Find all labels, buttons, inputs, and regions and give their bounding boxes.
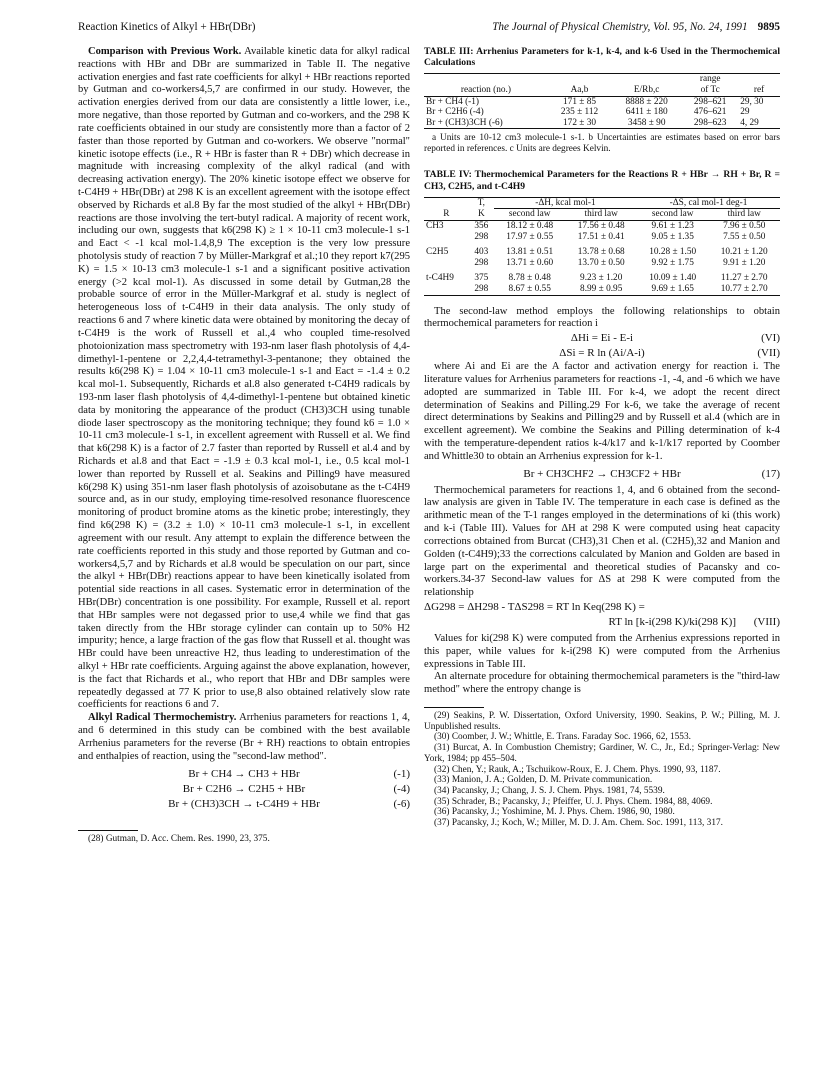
section-heading-thermochemistry: Alkyl Radical Thermochemistry. <box>88 712 237 724</box>
equation-number: (-1) <box>393 767 410 780</box>
table-3-col-ref: ref <box>738 85 780 96</box>
reference-33: (33) Manion, J. A.; Golden, D. M. Private communication. <box>434 775 653 786</box>
values-paragraph: Values for ki(298 K) were computed from the Arrhenius expressions reported in this paper, while values for k-i(298 K) were computed from the Arrhenius expressions in Table III. <box>424 632 780 670</box>
equation-text: ΔG298 = ΔH298 - TΔS298 = RT ln Keq(298 K) = <box>424 600 645 613</box>
table-cell: 6411 ± 180 <box>625 107 668 118</box>
third-law-paragraph: An alternate procedure for obtaining thermochemical parameters is the "third-law method" where the entropy change is <box>424 671 780 696</box>
right-column <box>424 46 780 829</box>
equation-text: RT ln [k-i(298 K)/ki(298 K)] <box>608 615 736 628</box>
table-cell: 10.21 ± 1.20 <box>720 247 768 258</box>
table-row <box>424 107 780 118</box>
equation-VII <box>424 346 780 361</box>
table-cell: 29, 30 <box>740 96 764 107</box>
table-cell: 8.67 ± 0.55 <box>494 284 566 295</box>
table-cell: Br + (CH3)3CH (-6) <box>424 118 548 129</box>
table-cell: 356 <box>474 220 489 231</box>
equation-number: (17) <box>761 467 780 480</box>
table-cell: 10.28 ± 1.50 <box>649 247 697 258</box>
thermo-body: Arrhenius parameters for reactions 1, 4, and 6 determined in this study can be combined with the best available Arrhenius parameters for the reverse (Br + RH) reactions to obtain entropies and enthalpies of reaction, using the "second-law method". <box>78 712 410 762</box>
table-cell: 3458 ± 90 <box>611 118 682 129</box>
table-cell: 13.78 ± 0.68 <box>577 247 625 258</box>
equation-text: Br + CH3CHF2 → CH3CF2 + HBr <box>523 467 681 480</box>
table-row <box>424 273 780 284</box>
table-cell: 9.91 ± 1.20 <box>723 257 766 268</box>
page-number: 9895 <box>757 21 780 33</box>
equation-text: ΔSi = R ln (Ai/A-i) <box>559 347 645 360</box>
table-4-header-dS-third: third law <box>708 209 780 221</box>
table-3 <box>424 73 780 129</box>
table-3-col-range: of Tc <box>682 85 738 96</box>
table-cell: 8.99 ± 0.95 <box>565 284 637 295</box>
table-row <box>424 258 780 269</box>
table-3-footnote: a Units are 10-12 cm3 molecule-1 s-1. b Uncertainties are estimates based on error bars reported in references. c Units are degrees Kelvin. <box>424 133 780 155</box>
comparison-body: Available kinetic data for alkyl radical reactions with HBr and DBr are summarized in Table II. The negative activation energies and fast rate coefficients for alkyl + HBr reactions reported by Gutman and co-workers4,5,7 are confirmed in our study. However, the activation energies derived from our data are consistently a little lower, i.e., more negative, than those reported by Gutman and co-workers, and the 298 K rate coefficients obtained in our study are consistently more than a factor of 2 faster than those reported by Gutman and co-workers. We observe "normal" kinetic isotope effects (i.e., R + HBr is faster than R + DBr) which decrease in magnitude with increasing complexity of the alkyl radical (and with decreasing activation energy). The 20% kinetic isotope effect we observe for t-C4H9 + HBr(DBr) at 298 K is an excellent agreement with the isotope effect observed by Richards et al.8 By far the most studied of the alkyl + HBr(DBr) reactions are those involving the tert-butyl radical. A majority of recent work, including our own, suggests that k6(298 K) ≥ 1 × 10-11 cm3 molecule-1 s-1 and Eact < -1 kcal mol-1.4,8,9 The exception is the very low pressure photolysis study of reaction 7 by Müller-Markgraf et al.;10 they report k7(295 K) = 1.5 × 10-13 cm3 molecule-1 s-1 and a significant positive activation energy (>2 kcal mol-1). As discussed in some detail by Gutman,28 the probable source of error in the Müller-Markgraf et al. study is neglect of heterogeneous loss of t-C4H9 in their data analysis. The only study of reactions 6 and 7 where kinetic data were obtained by monitoring the decay of t-C4H9 is the work of Russell et al.,4 who coupled time-resolved photoionization mass spectrometry with 193-nm laser flash photolysis of 4,4-dimethyl-1-pentene or 2,2,4,4-tetramethyl-3-pentanone; they obtained the results k6(298 K) = 1.04 × 10-11 cm3 molecule-1 s-1 and Eact = -1.4 ± 0.2 kcal mol-1. Subsequently, Richards et al.8 also generated t-C4H9 radicals by 193-nm laser flash photolysis of 4,4-dimethyl-1-pentene but obtained kinetic data by monitoring the appearance of the product (CH3)3CH using tunable diode laser spectroscopy as the monitoring technique; they found k6 = 1.0 × 10-11 cm3 molecule-1 s-1, in excellent agreement with Russell et al. We find that k6(298 K) is a factor of 2.7 faster than reported by Russell et al.4 and by Richards et al.8 and that Eact = -1.9 ± 0.3 kcal mol-1, i.e., 0.5 kcal mol-1 lower than reported by Russell et al. Seakins and Pilling9 have measured k6(298 K) using 351-nm laser flash photolysis of azoisobutane as the t-C4H9 source and, as in our study, employing time-resolved resonance fluorescence monitoring of product bromine atoms as the kinetic probe; interestingly, they find k6(298 K) = (3.2 ± 1.0) × 10-11 cm3 molecule-1 s-1, in excellent agreement with our result. Any attempt to explain the difference between the rate coefficients reported in this study and those reported by Gutman and co-workers4,5,7 and by Richards et al.8 would be speculation on our part, since the alkyl + HBr(DBr) reactions appear to have been kinetically isolated from potential side reactions in all cases. Systematic error in determination of the HBr(DBr) concentration is one possibility. For example, Russell et al. report that HBr samples were not degassed prior to use,4 while we find that gas taken directly from the HBr storage cylinder can contain up to 50% H2 impurity; hence, a large fraction of the gas flow that Russell et al. thought was HBr could have been unreactive H2, thus leading to underestimation of the alkyl + HBr rate coefficients. Arguing against the above explanation, however, is the fact that Richards et al., who report that HBr and DBr samples were repeatedly degassed at 77 K prior to use,8 also obtained relatively slow rate coefficients for reactions 6 and 7. <box>78 46 410 711</box>
table-4-header-blank <box>424 197 469 209</box>
table-4 <box>424 197 780 296</box>
table-cell: 9.23 ± 1.20 <box>580 273 623 284</box>
table-cell <box>424 258 469 269</box>
reference-36: (36) Pacansky, J.; Yoshimine, M. J. Phys. Chem. 1986, 90, 1980. <box>434 807 675 818</box>
table-cell: 18.12 ± 0.48 <box>506 220 554 231</box>
table-cell: 4, 29 <box>738 118 780 129</box>
equation-text: Br + (CH3)3CH → t-C4H9 + HBr <box>168 797 320 810</box>
second-law-intro: The second-law method employs the following relationships to obtain thermochemical parameters for reaction i <box>424 305 780 330</box>
table-cell: 171 ± 85 <box>563 96 597 107</box>
table-cell: 9.05 ± 1.35 <box>651 231 694 242</box>
table-4-header-T: T, <box>469 197 494 209</box>
table-cell: 403 <box>474 247 489 258</box>
equation-VIII-line-1 <box>424 600 780 615</box>
table-cell <box>424 232 469 243</box>
equation-VIII-line-2 <box>424 615 780 630</box>
table-3-header-ref-top <box>738 74 780 85</box>
table-3-header-range-top: range <box>682 74 738 85</box>
table-cell: 298–623 <box>682 118 738 129</box>
equation-17 <box>424 467 780 482</box>
footnote-rule <box>78 830 138 831</box>
header-journal <box>492 21 780 33</box>
table-4-header-dH-third: third law <box>565 209 637 221</box>
table-cell: 476–621 <box>693 107 727 118</box>
table-4-header-dS: -ΔS, cal mol-1 deg-1 <box>637 197 780 209</box>
table-cell: 9.69 ± 1.65 <box>637 284 709 295</box>
table-4-header-dH: -ΔH, kcal mol-1 <box>494 197 637 209</box>
table-cell: Br + CH4 (-1) <box>426 96 480 107</box>
table-row <box>424 247 780 258</box>
table-cell: 29 <box>740 107 750 118</box>
reference-29: (29) Seakins, P. W. Dissertation, Oxford University, 1990. Seakins, P. W.; Pilling, M. J. Unpublished results. <box>424 711 780 732</box>
references-list <box>424 711 780 829</box>
equation-minus-6 <box>78 797 410 812</box>
table-cell: 17.97 ± 0.55 <box>506 231 554 242</box>
table-4-header-dH-second: second law <box>494 209 566 221</box>
table-cell: 8.78 ± 0.48 <box>508 273 551 284</box>
section-heading-comparison: Comparison with Previous Work. <box>88 46 242 57</box>
table-cell: 375 <box>474 273 489 284</box>
table-cell: C2H5 <box>426 247 449 258</box>
table-row <box>424 232 780 243</box>
table-cell: 235 ± 112 <box>560 107 599 118</box>
table-4-header-K: K <box>469 209 494 221</box>
table-cell: 298 <box>474 231 489 242</box>
left-column <box>78 46 410 844</box>
table-cell: 17.56 ± 0.48 <box>577 220 625 231</box>
table-cell: 13.71 ± 0.60 <box>506 257 554 268</box>
table-3-header-reaction <box>424 74 548 85</box>
equation-number: (-4) <box>393 782 410 795</box>
reference-32: (32) Chen, Y.; Rauk, A.; Tschuikow-Roux, E. J. Chem. Phys. 1990, 93, 1187. <box>434 764 721 775</box>
table-cell: 7.55 ± 0.50 <box>723 231 766 242</box>
equation-VI <box>424 331 780 346</box>
table-row <box>424 96 780 107</box>
table-3-col-E: E/Rb,c <box>611 85 682 96</box>
table-4-header-R: R <box>424 209 469 221</box>
table-cell: 17.51 ± 0.41 <box>577 231 625 242</box>
table-cell: 13.70 ± 0.50 <box>577 257 625 268</box>
table-row <box>424 220 780 231</box>
header-title: Reaction Kinetics of Alkyl + HBr(DBr) <box>78 21 256 33</box>
reference-35: (35) Schrader, B.; Pacansky, J.; Pfeiffer, U. J. Phys. Chem. 1984, 88, 4069. <box>434 796 713 807</box>
table-cell: 10.77 ± 2.70 <box>708 284 780 295</box>
thermo-paragraph <box>78 712 410 763</box>
table-cell: 298 <box>469 284 494 295</box>
equation-minus-4 <box>78 782 410 797</box>
table-row <box>424 118 780 129</box>
table-3-col-reaction: reaction (no.) <box>424 85 548 96</box>
table-3-header-A <box>548 74 611 85</box>
equation-text: Br + C2H6 → C2H5 + HBr <box>182 782 306 795</box>
table-cell <box>424 284 469 295</box>
table-cell: 298–621 <box>693 96 727 107</box>
table-cell: t-C4H9 <box>426 273 454 284</box>
table-cell: 10.09 ± 1.40 <box>649 273 697 284</box>
comparison-paragraph <box>78 46 410 712</box>
equation-number: (VIII) <box>753 615 780 628</box>
table-3-col-A: Aa,b <box>548 85 611 96</box>
footnote-rule <box>424 707 484 708</box>
reference-28: (28) Gutman, D. Acc. Chem. Res. 1990, 23, 375. <box>88 833 270 844</box>
reference-37: (37) Pacansky, J.; Koch, W.; Miller, M. D. J. Am. Chem. Soc. 1991, 113, 317. <box>434 818 723 829</box>
equation-text: ΔHi = Ei - E-i <box>570 332 634 345</box>
table-cell: 9.92 ± 1.75 <box>651 257 694 268</box>
table-cell: 298 <box>474 257 489 268</box>
table-4-header-dS-second: second law <box>637 209 709 221</box>
table-cell: 13.81 ± 0.51 <box>506 247 554 258</box>
table-cell: 9.61 ± 1.23 <box>651 220 694 231</box>
equation-text: Br + CH4 → CH3 + HBr <box>188 767 300 780</box>
equation-number: (-6) <box>393 797 410 810</box>
equation-number: (VI) <box>761 332 780 345</box>
table-cell: 8888 ± 220 <box>625 96 668 107</box>
thermo-parameters-paragraph: Thermochemical parameters for reactions 1, 4, and 6 obtained from the second-law analysis are given in Table IV. The temperature in each case is defined as the arithmetic mean of the T-1 ranges employed in the determinations of ki (this work) and k-i (Table III). Values for ΔH at 298 K were computed using heat capacity corrections obtained from Burcat (CH3),31 Chen et al. (C2H5),32 and Manion and Golden (t-C4H9);33 the corrections calculated by Manion and Golden are based in large part on the experimental and theoretical studies of Pacansky and co-workers.34-37 Second-law values for ΔS at 298 K were computed from the relationship <box>424 484 780 599</box>
table-cell: CH3 <box>426 220 444 231</box>
equation-number: (VII) <box>757 347 780 360</box>
running-header <box>78 21 780 37</box>
table-cell: 11.27 ± 2.70 <box>720 273 768 284</box>
table-row <box>424 284 780 295</box>
table-3-caption: TABLE III: Arrhenius Parameters for k-1, k-4, and k-6 Used in the Thermochemical Calculations <box>424 46 780 69</box>
table-cell: 172 ± 30 <box>548 118 611 129</box>
reference-31: (31) Burcat, A. In Combustion Chemistry; Gardiner, W. C., Jr., Ed.; Springer-Verlag: New York, 1984; pp 455–504. <box>424 743 780 764</box>
header-journal-citation: The Journal of Physical Chemistry, Vol. 95, No. 24, 1991 <box>492 21 748 33</box>
table-3-header-E <box>611 74 682 85</box>
equation-minus-1 <box>78 767 410 782</box>
table-cell: Br + C2H6 (-4) <box>426 107 484 118</box>
footnote-28 <box>78 834 410 845</box>
reference-34: (34) Pacansky, J.; Chang, J. S. J. Chem. Phys. 1981, 74, 5539. <box>434 785 665 796</box>
table-4-caption: TABLE IV: Thermochemical Parameters for the Reactions R + HBr → RH + Br, R = CH3, C2H5, and t-C4H9 <box>424 169 780 192</box>
table-cell: 7.96 ± 0.50 <box>723 220 766 231</box>
reference-30: (30) Coomber, J. W.; Whittle, E. Trans. Faraday Soc. 1966, 62, 1553. <box>434 732 691 743</box>
arrhenius-paragraph: where Ai and Ei are the A factor and activation energy for reaction i. The literature values for Arrhenius parameters for reactions -1, -4, and -6 which we have adopted are summarized in Table III. For k-4, we adopt the recent direct determination of Seakins and Pilling.29 For k-6, we take the average of recent direct determinations by Seakins and Pilling29 and by Russell et al.4 (which are in excellent agreement). We combine the Seakins and Pilling determination of k-4 with the temperature-dependent ratios k-4/k17 and k-1/k17 reported by Coomber and Whittle30 to obtain an Arrhenius expression for k-1. <box>424 361 780 462</box>
